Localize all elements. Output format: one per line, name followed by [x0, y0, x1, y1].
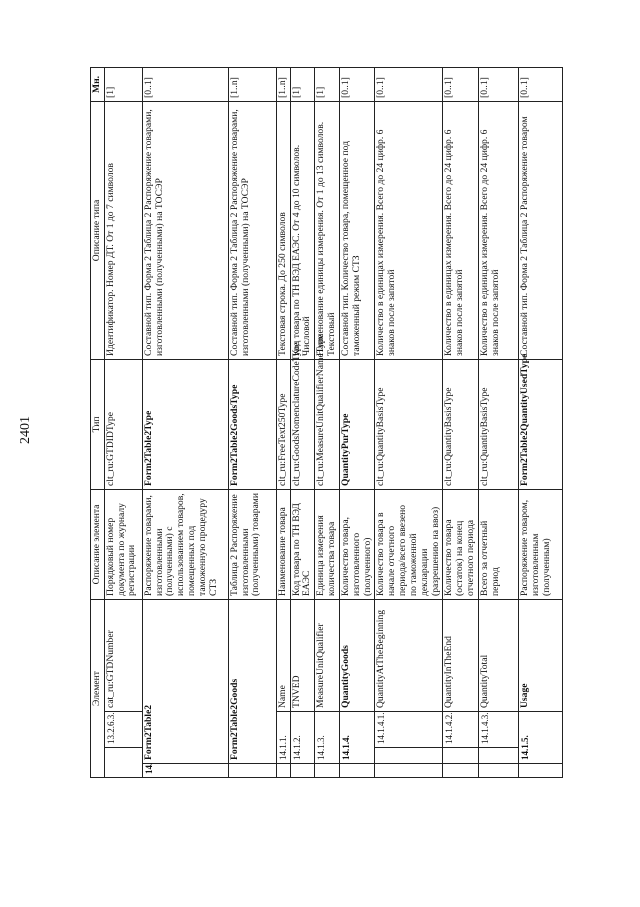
type-name: clt_ru:QuantityBasisType: [375, 359, 443, 489]
table-row: [228, 67, 276, 777]
table-row: [104, 67, 142, 777]
row-number: 14.1.4.2.: [443, 712, 479, 748]
multiplicity: [0..1]: [443, 67, 479, 101]
row-number: 14.1.2.: [290, 712, 315, 764]
element-description: Распоряжение товарами, изготовленными (полученными) с использованием товаров, помещенных под таможенную процедуру СТЗ: [142, 489, 228, 599]
table-row: [375, 67, 443, 777]
table-row: [276, 67, 290, 777]
type-description: Составной тип. Количество товара, помещенное под таможенный режим СТЗ: [339, 101, 374, 359]
element-description: Всего за отчетный период: [479, 489, 519, 599]
row-number: 14.: [142, 764, 228, 778]
element-name: QuantityGoods: [339, 599, 374, 711]
header-element: Элемент: [91, 599, 105, 777]
element-description: Распоряжение товаром, изготовленным (полученным): [519, 489, 563, 599]
element-name: QuantityAtTheBeginning: [375, 599, 443, 711]
multiplicity: [1]: [290, 67, 315, 101]
element-name: Usage: [519, 599, 563, 711]
row-number: 14.1.4.3.: [479, 712, 519, 748]
element-name: MeasureUnitQualifier: [315, 599, 340, 711]
type-name: Form2Table2Type: [142, 359, 228, 489]
rotated-table-sheet: [90, 68, 590, 778]
multiplicity: [1]: [315, 67, 340, 101]
multiplicity: [1..n]: [276, 67, 290, 101]
type-description: Количество в единицах измерения. Всего до 24 цифр. 6 знаков после запятой: [443, 101, 479, 359]
type-description: Составной тип. Форма 2 Таблица 2 Распоряжение товарами, изготовленными (полученными) на ТОСЭР: [142, 101, 228, 359]
element-description: Код товара по ТН ВЭД ЕАЭС: [290, 489, 315, 599]
element-description: Порядковый номер документа по журналу регистрации: [104, 489, 142, 599]
schema-table: [90, 67, 563, 778]
row-number: 14.1.5.: [519, 712, 563, 764]
type-description: Количество в единицах измерения. Всего до 24 цифр. 6 знаков после запятой: [479, 101, 519, 359]
element-description: Наименование товара: [276, 489, 290, 599]
row-number: 13.2.6.3.: [104, 712, 142, 748]
multiplicity: [0..1]: [375, 67, 443, 101]
type-name: clt_ru:FreeText250Type: [276, 359, 290, 489]
multiplicity: [0..1]: [479, 67, 519, 101]
element-description: Таблица 2 Распоряжение изготовленными (полученными) товарами: [228, 489, 276, 599]
element-name: Name: [276, 599, 290, 711]
type-description: Количество в единицах измерения. Всего до 24 цифр. 6 знаков после запятой: [375, 101, 443, 359]
type-description: Составной тип. Форма 2 Таблица 2 Распоряжение товарами, изготовленными (полученными) на ТОСЭР: [228, 101, 276, 359]
type-name: clt_ru:QuantityBasisType: [479, 359, 519, 489]
header-type: Тип: [91, 359, 105, 489]
table-row: [290, 67, 315, 777]
table-row: [519, 67, 563, 777]
multiplicity: [1]: [104, 67, 142, 101]
header-description: Описание элемента: [91, 489, 105, 599]
row-number: 14.1.3.: [315, 712, 340, 764]
element-name: Form2Table2Goods: [228, 599, 276, 763]
element-description: Единица измерения количества товара: [315, 489, 340, 599]
type-name: clt_ru:GoodsNomenclatureCodeType: [290, 359, 315, 489]
table-row: [339, 67, 374, 777]
type-description: Код товара по ТН ВЭД ЕАЭС. От 4 до 10 символов. Числовой: [290, 101, 315, 359]
page-number: 2401: [18, 416, 33, 444]
type-description: Текстовая строка. До 250 символов: [276, 101, 290, 359]
element-description: Количество товара (остаток) на конец отчетного периода: [443, 489, 479, 599]
type-description: Составной тип. Форма 2 Таблица 2 Распоряжение товаром: [519, 101, 563, 359]
table-row: [443, 67, 479, 777]
row-number: 14.1.4.: [339, 712, 374, 764]
row-number: 14.1.1.: [276, 712, 290, 764]
multiplicity: [1..n]: [228, 67, 276, 101]
multiplicity: [0..1]: [142, 67, 228, 101]
type-name: Form2Table2GoodsType: [228, 359, 276, 489]
element-description: Количество товара в начале отчетного периода/всего ввезено по таможенной декларации (разрешению на ввоз): [375, 489, 443, 599]
header-type-description: Описание типа: [91, 101, 105, 359]
element-description: Количество товара, изготовленного (полученного): [339, 489, 374, 599]
table-row: [142, 67, 228, 777]
row-number: 14.1.4.1.: [375, 712, 443, 748]
type-name: clt_ru:MeasureUnitQualifierNameType: [315, 359, 340, 489]
element-name: QuantityTotal: [479, 599, 519, 711]
type-description: Наименование единицы измерения. От 1 до 13 символов. Текстовый: [315, 101, 340, 359]
type-description: Идентификатор. Номер ДТ. От 1 до 7 символов: [104, 101, 142, 359]
table-header-row: [91, 67, 105, 777]
multiplicity: [0..1]: [519, 67, 563, 101]
table-row: [479, 67, 519, 777]
element-name: cat_ru:GTDNumber: [104, 599, 142, 711]
table-row: [315, 67, 340, 777]
type-name: Form2Table2QuantityUsedType: [519, 359, 563, 489]
type-name: clt_ru:QuantityBasisType: [443, 359, 479, 489]
type-name: QuantityPurType: [339, 359, 374, 489]
element-name: QuantityInTheEnd: [443, 599, 479, 711]
header-multiplicity: Мн.: [91, 67, 105, 101]
multiplicity: [0..1]: [339, 67, 374, 101]
element-name: TNVED: [290, 599, 315, 711]
type-name: clt_ru:GTDIDType: [104, 359, 142, 489]
element-name: Form2Table2: [142, 599, 228, 763]
